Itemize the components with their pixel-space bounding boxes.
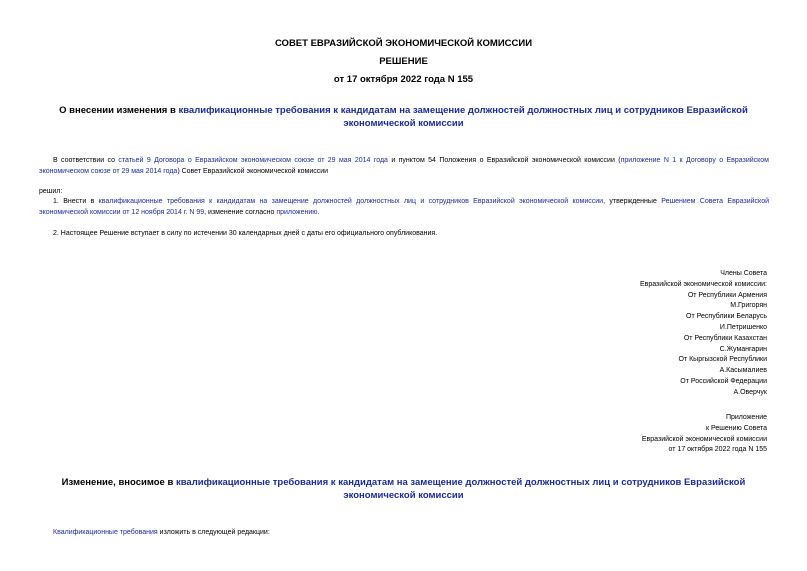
appendix-line: к Решению Совета <box>705 424 767 432</box>
signatory-line: От Республики Казахстан <box>683 334 767 342</box>
signatory-line: От Российской Федерации <box>680 377 767 385</box>
item1-text-4: . <box>317 209 320 216</box>
title-link[interactable]: квалификационные требования к кандидатам на замещение должностей должностных лиц и сотрудников Евразийской экономической комиссии <box>178 105 748 129</box>
item1-text-3: , изменение согласно <box>204 209 277 216</box>
signatories-block <box>640 269 767 399</box>
requirements-link[interactable]: квалификационные требования к кандидатам на замещение должностей должностных лиц и сотрудников Евразийской экономической комиссии <box>98 198 604 205</box>
signatory-line: А.Оверчук <box>733 388 767 396</box>
resolved-label: решил: <box>39 188 63 195</box>
appendix-block <box>642 413 767 456</box>
treaty-article-link[interactable]: статьей 9 Договора о Евразийском экономическом союзе от 29 мая 2014 года <box>118 157 388 164</box>
signatory-line: С.Жумангарин <box>719 345 767 353</box>
change-title-prefix: Изменение, вносимое в <box>61 477 176 488</box>
change-title <box>40 476 767 502</box>
last-paragraph <box>53 527 270 538</box>
signatory-line: Евразийской экономической комиссии: <box>639 280 767 288</box>
item1-text-2: , утвержденные <box>603 198 662 205</box>
signatory-line: От Кыргызской Республики <box>678 356 767 364</box>
appendix-line: от 17 октября 2022 года N 155 <box>668 446 767 454</box>
preamble-text-2: и пунктом 54 Положения о Евразийской экономической комиссии ( <box>387 157 621 164</box>
doc-type-heading: РЕШЕНИЕ <box>379 56 428 67</box>
item1-text-1: 1. Внести в <box>53 198 99 205</box>
appendix-line: Приложение <box>725 414 767 421</box>
org-heading: СОВЕТ ЕВРАЗИЙСКОЙ ЭКОНОМИЧЕСКОЙ КОМИССИИ <box>274 38 533 49</box>
preamble-paragraph <box>39 155 769 177</box>
signatory-line: От Республики Беларусь <box>686 313 767 321</box>
preamble-text-1: В соответствии со <box>53 157 119 164</box>
doc-date-heading: от 17 октября 2022 года N 155 <box>333 74 474 85</box>
treaty-annex-link[interactable]: приложение N 1 к Договору о Евразийском экономическом союзе от 29 мая 2014 года <box>39 157 769 175</box>
preamble-text-3: ) Совет Евразийской экономической комиссии <box>177 168 329 175</box>
council-decision-link[interactable]: Решением Совета Евразийской экономической комиссии от 12 ноября 2014 г. N 99 <box>39 198 769 216</box>
signatory-line: М.Григорян <box>730 302 767 310</box>
item-2-paragraph: 2. Настоящее Решение вступает в силу по истечении 30 календарных дней с даты его официального опубликования. <box>53 230 438 237</box>
signatory-line: Члены Совета <box>720 270 767 277</box>
appendix-line: Евразийской экономической комиссии <box>641 435 767 443</box>
last-paragraph-text: изложить в следующей редакции: <box>157 529 270 536</box>
title-prefix: О внесении изменения в <box>59 105 179 116</box>
change-title-link[interactable]: квалификационные требования к кандидатам на замещение должностей должностных лиц и сотрудников Евразийской экономической комиссии <box>175 477 746 501</box>
signatory-line: И.Петришенко <box>719 323 767 331</box>
appendix-link[interactable]: приложению <box>276 209 318 216</box>
signatory-line: От Республики Армения <box>687 291 767 299</box>
signatory-line: А.Касымалиев <box>719 367 767 375</box>
qualification-requirements-link[interactable]: Квалификационные требования <box>53 529 158 536</box>
item-1-paragraph <box>39 196 769 218</box>
document-title <box>40 104 767 130</box>
